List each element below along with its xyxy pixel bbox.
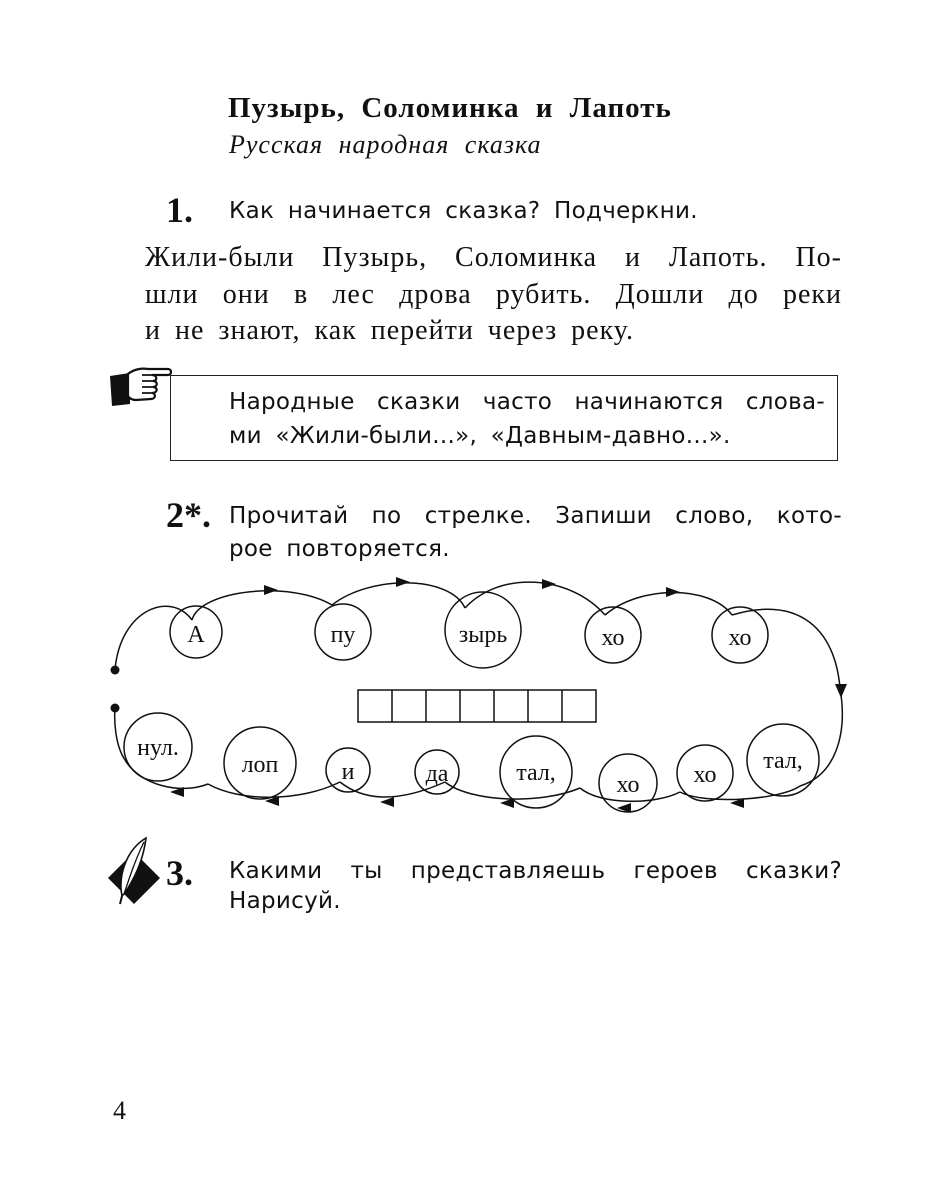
task-1-question: Как начинается сказка? Подчеркни.	[229, 198, 698, 224]
task-2-line-1: Прочитай по стрелке. Запиши слово, кото-	[229, 503, 842, 529]
syllable-bottom-3: хо	[616, 772, 640, 798]
syllable-top-4: хо	[601, 625, 625, 651]
task-3-line-1: Какими ты представляешь героев сказки?	[229, 858, 842, 884]
story-line-2: шли они в лес дрова рубить. Дошли до реки	[145, 279, 842, 310]
syllable-bottom-7: лоп	[241, 752, 279, 778]
quill-icon	[104, 836, 164, 906]
syllable-bottom-2: хо	[693, 762, 717, 788]
syllable-bottom-1: тал,	[763, 748, 803, 774]
syllable-top-2: пу	[330, 622, 356, 648]
note-line-2: ми «Жили-были...», «Давным-давно...».	[229, 423, 731, 449]
syllable-bottom-5: да	[425, 761, 449, 787]
syllable-bottom-4: тал,	[516, 760, 556, 786]
task-2-number: 2*.	[166, 495, 211, 535]
task-3-line-2: Нарисуй.	[229, 888, 341, 914]
syllable-top-5: хо	[728, 625, 752, 651]
syllable-loop-puzzle	[100, 570, 860, 820]
task-3-number: 3.	[166, 853, 193, 893]
story-subtitle: Русская народная сказка	[229, 130, 542, 159]
task-1-number: 1.	[166, 190, 193, 230]
syllable-top-1: А	[187, 622, 205, 648]
note-line-1: Народные сказки часто начинаются слова-	[229, 389, 825, 415]
pointing-hand-icon	[108, 364, 172, 410]
syllable-bottom-8: нул.	[137, 735, 179, 761]
story-line-3: и не знают, как перейти через реку.	[145, 315, 634, 346]
story-line-1: Жили-были Пузырь, Соломинка и Лапоть. По-	[145, 242, 842, 273]
task-2-line-2: рое повторяется.	[229, 536, 450, 562]
page-number: 4	[113, 1096, 126, 1125]
story-title: Пузырь, Соломинка и Лапоть	[228, 92, 672, 124]
syllable-top-3: зырь	[458, 622, 508, 648]
syllable-bottom-6: и	[341, 759, 355, 785]
